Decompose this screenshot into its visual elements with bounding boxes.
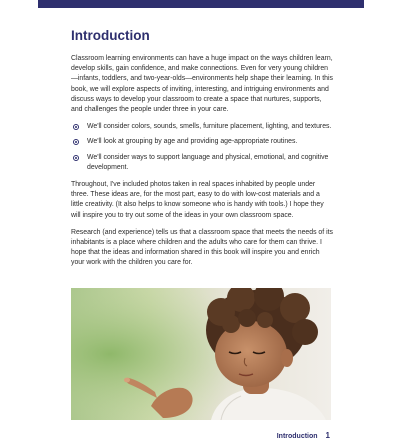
bullet-list	[71, 122, 333, 173]
page-title: Introduction	[71, 28, 150, 43]
bullet-text: We'll consider colors, sounds, smells, furniture placement, lighting, and textures.	[87, 123, 332, 131]
page-content	[71, 28, 333, 276]
child-photo	[71, 288, 331, 420]
research-paragraph: Research (and experience) tells us that a classroom space that meets the needs of its inhabitants is a place where children and the adults who care for them can thrive. I hope that the ideas and information shared in this book will inspire you and enrich your work with the children you care for.	[71, 228, 333, 267]
bullet-circle-icon	[73, 124, 79, 130]
bullet-text: We'll consider ways to support language and physical, emotional, and cognitive development.	[87, 153, 329, 171]
page-number: 1	[325, 431, 330, 440]
list-item	[71, 137, 333, 147]
intro-paragraph: Classroom learning environments can have a huge impact on the ways children learn, develop skills, gain confidence, and make connections. Even for very young children—infants, toddlers, and two-year-olds—environments help shape their learning. In this book, we will explore aspects of inviting, interesting, and intriguing environments and discuss ways to develop your classroom to create a space that nurtures, supports, and challenges the people under three in your care.	[71, 55, 333, 114]
photos-paragraph: Throughout, I've included photos taken in real spaces inhabited by people under three. These ideas are, for the most part, easy to do with low-cost materials and a little creativity. (It also helps to know someone who is handy with tools.) I hope they will inspire you to try out some of the ideas in your own classroom space.	[71, 181, 324, 219]
footer-section-title: Introduction	[276, 433, 318, 440]
bullet-text: We'll look at grouping by age and providing age-appropriate routines.	[87, 138, 298, 146]
bullet-circle-icon	[73, 155, 79, 161]
bullet-circle-icon	[73, 139, 79, 145]
top-accent-bar	[38, 0, 364, 8]
list-item	[71, 153, 333, 173]
child-illustration	[71, 288, 331, 420]
page-footer	[277, 431, 330, 440]
list-item	[71, 122, 333, 132]
